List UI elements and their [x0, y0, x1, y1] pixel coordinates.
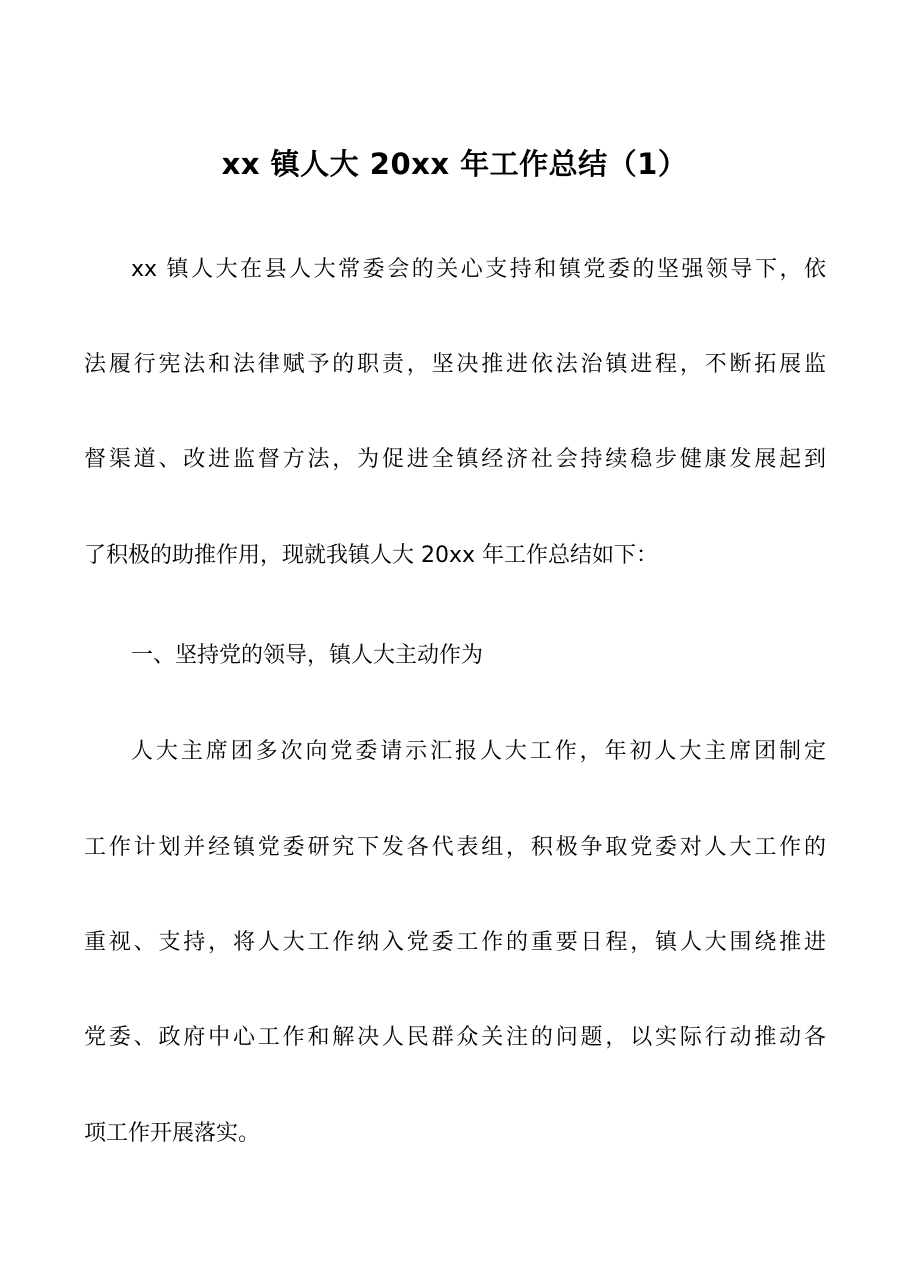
- paragraph-line: 党委、政府中心工作和解决人民群众关注的问题，以实际行动推动各: [84, 1025, 826, 1050]
- paragraph-line: 人大主席团多次向党委请示汇报人大工作，年初人大主席团制定: [131, 739, 826, 764]
- paragraph-line: xx 镇人大在县人大常委会的关心支持和镇党委的坚强领导下，依: [131, 257, 826, 282]
- paragraph-line: 法履行宪法和法律赋予的职责，坚决推进依法治镇进程，不断拓展监: [84, 352, 826, 377]
- document-title: xx 镇人大 20xx 年工作总结（1）: [221, 147, 688, 181]
- paragraph-line: 重视、支持，将人大工作纳入党委工作的重要日程，镇人大围绕推进: [84, 930, 826, 955]
- paragraph-line: 工作计划并经镇党委研究下发各代表组，积极争取党委对人大工作的: [84, 835, 826, 860]
- section-heading: 一、坚持党的领导，镇人大主动作为: [131, 643, 484, 668]
- paragraph-line: 督渠道、改进监督方法，为促进全镇经济社会持续稳步健康发展起到: [84, 447, 826, 472]
- paragraph-line: 了积极的助推作用，现就我镇人大 20xx 年工作总结如下：: [84, 543, 659, 568]
- paragraph-line: 项工作开展落实。: [84, 1121, 261, 1146]
